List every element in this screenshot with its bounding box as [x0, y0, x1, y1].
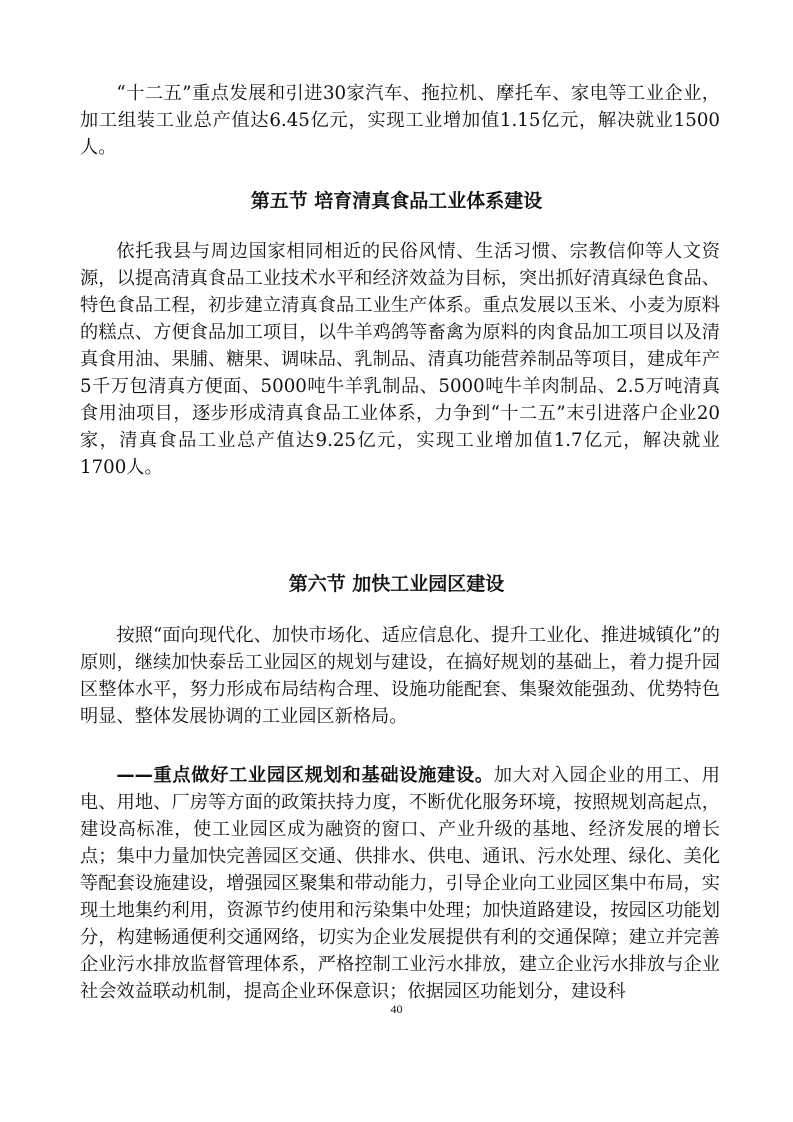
- paragraph-park-planning: [80, 762, 720, 1005]
- paragraph-industry-output: “十二五”重点发展和引进30家汽车、拖拉机、摩托车、家电等工业企业，加工组装工业总产值达6.45亿元，实现工业增加值1.15亿元，解决就业1500人。: [80, 83, 720, 158]
- section-heading-6: 第六节 加快工业园区建设: [288, 573, 505, 595]
- page-number: 40: [390, 1002, 403, 1016]
- paragraph-halal-food: 依托我县与周边国家相同相近的民俗风情、生活习惯、宗教信仰等人文资源，以提高清真食品工业技术水平和经济效益为目标，突出抓好清真绿色食品、特色食品工程，初步建立清真食品工业生产体系。重点发展以玉米、小麦为原料的糕点、方便食品加工项目，以牛羊鸡鸽等畜禽为原料的肉食品加工项目以及清真食用油、果脯、糖果、调味品、乳制品、清真功能营养制品等项目，建成年产5千万包清真方便面、5000吨牛羊乳制品、5000吨牛羊肉制品、2.5万吨清真食用油项目，逐步形成清真食品工业体系，力争到“十二五”末引进落户企业20家，清真食品工业总产值达9.25亿元，实现工业增加值1.7亿元，解决就业1700人。: [80, 241, 720, 478]
- section-heading-5: 第五节 培育清真食品工业体系建设: [250, 190, 543, 212]
- paragraph-lead-bold: ——重点做好工业园区规划和基础设施建设。: [116, 765, 494, 786]
- paragraph-body: 加大对入园企业的用工、用电、用地、厂房等方面的政策扶持力度，不断优化服务环境，按照规划高起点，建设高标准，使工业园区成为融资的窗口、产业升级的基地、经济发展的增长点；集中力量加快完善园区交通、供排水、供电、通讯、污水处理、绿化、美化等配套设施建设，增强园区聚集和带动能力，引导企业向工业园区集中布局，实现土地集约利用，资源节约使用和污染集中处理；加快道路建设，按园区功能划分，构建畅通便利交通网络，切实为企业发展提供有利的交通保障；建立并完善企业污水排放监督管理体系，严格控制工业污水排放，建立企业污水排放与企业社会效益联动机制，提高企业环保意识；依据园区功能划分，建设科: [80, 765, 720, 1002]
- paragraph-industrial-park: 按照“面向现代化、加快市场化、适应信息化、提升工业化、推进城镇化”的原则，继续加快泰岳工业园区的规划与建设，在搞好规划的基础上，着力提升园区整体水平，努力形成布局结构合理、设施功能配套、集聚效能强劲、优势特色明显、整体发展协调的工业园区新格局。: [80, 625, 720, 727]
